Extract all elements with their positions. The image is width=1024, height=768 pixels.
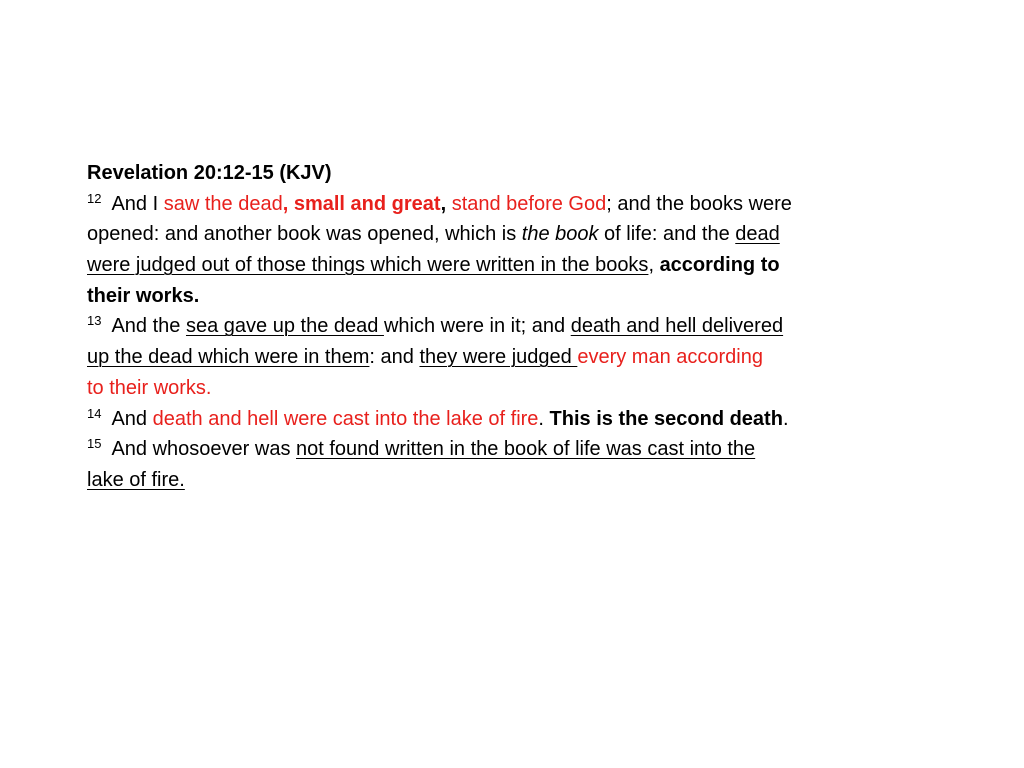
verse-13-line-1: $^{13}$ And the sea gave up the dead which were in it; and death and hell delivered <box>87 313 784 338</box>
verse-number-15: 15 <box>87 436 102 452</box>
scripture-text <box>87 158 917 496</box>
passage-title: Revelation 20:12-15 (KJV) <box>87 162 332 184</box>
verse-13-line-2: up the dead which were in them: and they were judged every man according <box>87 346 763 369</box>
verse-12-line-2: opened: and another book was opened, which is the book of life: and the dead <box>87 223 780 246</box>
verse-12-line-3: were judged out of those things which were written in the books, according to <box>87 254 780 277</box>
verse-number-14: 14 <box>87 405 102 421</box>
verse-14-line-1: $^{14}$ And death and hell were cast into the lake of fire. This is the second death. <box>87 405 789 430</box>
verse-13-line-3: to their works. <box>87 376 212 399</box>
verse-12-line-1: $^{12}$ And I saw the dead, small and great, stand before God; and the books were <box>87 190 792 215</box>
verse-number-12: 12 <box>87 190 102 206</box>
verse-12-line-4: their works. <box>87 284 200 307</box>
verse-15-line-2: lake of fire. <box>87 468 185 491</box>
verse-number-13: 13 <box>87 313 102 329</box>
verse-15-line-1: $^{15}$ And whosoever was not found written in the book of life was cast into the <box>87 436 756 461</box>
